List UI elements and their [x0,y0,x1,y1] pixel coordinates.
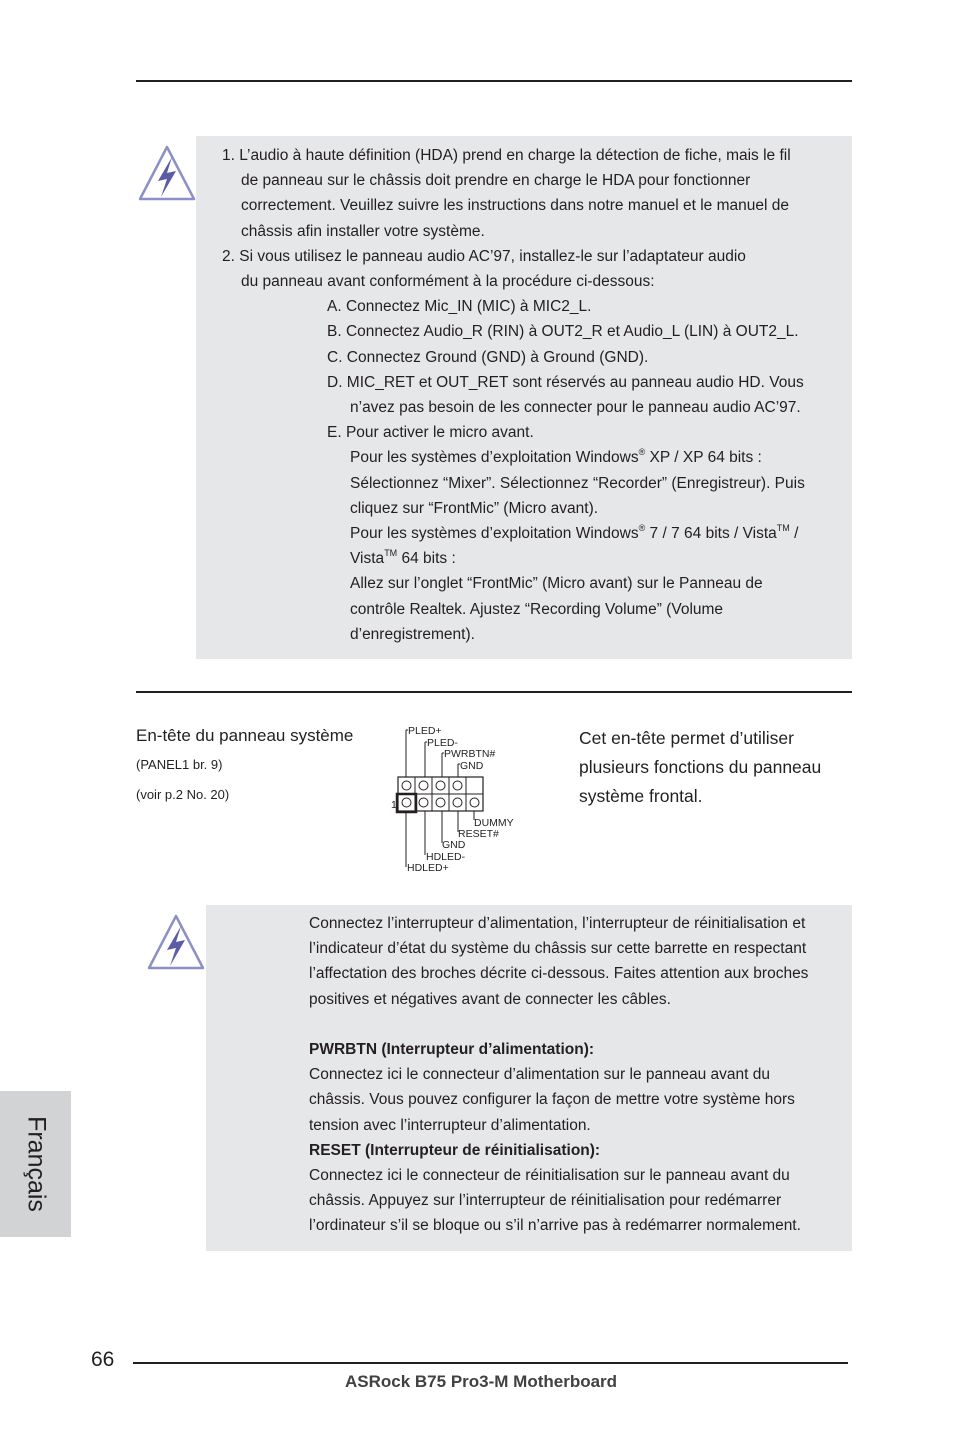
pin-label-gnd-top: GND [460,760,484,772]
note-line: Connectez l’interrupteur d’alimentation, l’interrupteur de réinitialisation et [309,915,806,932]
note-line: Allez sur l’onglet “FrontMic” (Micro avant) sur le Panneau de [350,575,763,593]
note-line: Pour les systèmes d’exploitation Windows® 7 / 7 64 bits / Vista™ / [350,522,799,543]
top-rule [136,80,852,82]
footer-rule [133,1362,848,1364]
note-line: n’avez pas besoin de les connecter pour le panneau audio AC’97. [350,399,801,417]
note-line [309,1012,808,1037]
pin-label-hdled-minus: HDLED- [426,851,466,863]
note-line: Vista™ 64 bits : [350,548,456,568]
language-tab-label: Français [22,1116,50,1212]
note-line: Pour les systèmes d’exploitation Windows® XP / XP 64 bits : [350,447,762,467]
header-pin-ref: (PANEL1 br. 9) [136,757,223,772]
panel-pin-diagram [390,722,525,874]
note-line: châssis. Appuyez sur l’interrupteur de réinitialisation pour redémarrer [309,1192,782,1210]
header-description [579,724,821,811]
pin-label-reset: RESET# [458,828,499,840]
note-line: l’indicateur d’état du système du châssis sur cette barrette en respectant [309,940,807,958]
note-line: Sélectionnez “Mixer”. Sélectionnez “Recorder” (Enregistreur). Puis [350,474,805,492]
header-description-line: système frontal. [579,786,703,806]
note-line: cliquez sur “FrontMic” (Micro avant). [350,499,599,517]
pin-label-pwrbtn: PWRBTN# [444,748,496,760]
note-line: 1. L’audio à haute définition (HDA) prend en charge la détection de fiche, mais le fil [222,147,791,164]
warning-icon [145,912,207,972]
note-line: RESET (Interrupteur de réinitialisation): [309,1141,601,1159]
language-tab [0,1091,71,1237]
note-line: B. Connectez Audio_R (RIN) à OUT2_R et Audio_L (LIN) à OUT2_L. [327,323,799,341]
note-line: du panneau avant conformément à la procédure ci-dessous: [241,273,655,291]
pin-label-gnd-bottom: GND [442,839,466,851]
note-panel-text [309,911,808,1239]
note-line: tension avec l’interrupteur d’alimentation. [309,1116,591,1134]
page-number: 66 [91,1348,115,1371]
pin-label-pled-minus: PLED- [427,737,458,749]
note-line: Connectez ici le connecteur de réinitialisation sur le panneau avant du [309,1167,790,1185]
note-line: châssis. Vous pouvez configurer la façon de mettre votre système hors [309,1091,795,1109]
note-line: correctement. Veuillez suivre les instructions dans notre manuel et le manuel de [241,197,789,215]
pin-label-pled-plus: PLED+ [408,725,442,737]
section-rule [136,691,852,693]
note-line: positives et négatives avant de connecter les câbles. [309,990,671,1008]
note-line: Connectez ici le connecteur d’alimentation sur le panneau avant du [309,1066,770,1084]
note-line: 2. Si vous utilisez le panneau audio AC’97, installez-le sur l’adaptateur audio [222,247,746,265]
note-line: E. Pour activer le micro avant. [327,424,534,442]
header-title: En-tête du panneau système [136,726,354,745]
footer-brand: ASRock B75 Pro3-M Motherboard [345,1372,618,1391]
note-line: D. MIC_RET et OUT_RET sont réservés au panneau audio HD. Vous [327,373,804,391]
note-line: l’ordinateur s’il se bloque ou s’il n’arrive pas à redémarrer normalement. [309,1217,801,1235]
header-description-line: plusieurs fonctions du panneau [579,757,822,777]
pin-label-dummy: DUMMY [474,817,514,829]
note-line: contrôle Realtek. Ajustez “Recording Volume” (Volume [350,600,724,618]
note-audio-text [0,143,805,647]
pin-label-hdled-plus: HDLED+ [407,862,449,874]
note-line: A. Connectez Mic_IN (MIC) à MIC2_L. [327,298,592,316]
pin-one-label: 1 [391,799,397,811]
header-page-ref: (voir p.2 No. 20) [136,787,230,802]
note-line: châssis afin installer votre système. [241,222,485,240]
note-line: C. Connectez Ground (GND) à Ground (GND). [327,348,649,366]
note-line: d’enregistrement). [350,625,475,643]
note-line: PWRBTN (Interrupteur d’alimentation): [309,1041,595,1059]
note-line: de panneau sur le châssis doit prendre en charge le HDA pour fonctionner [241,172,751,190]
header-description-line: Cet en-tête permet d’utiliser [579,728,794,748]
note-line: l’affectation des broches décrite ci-dessous. Faites attention aux broches [309,965,809,983]
